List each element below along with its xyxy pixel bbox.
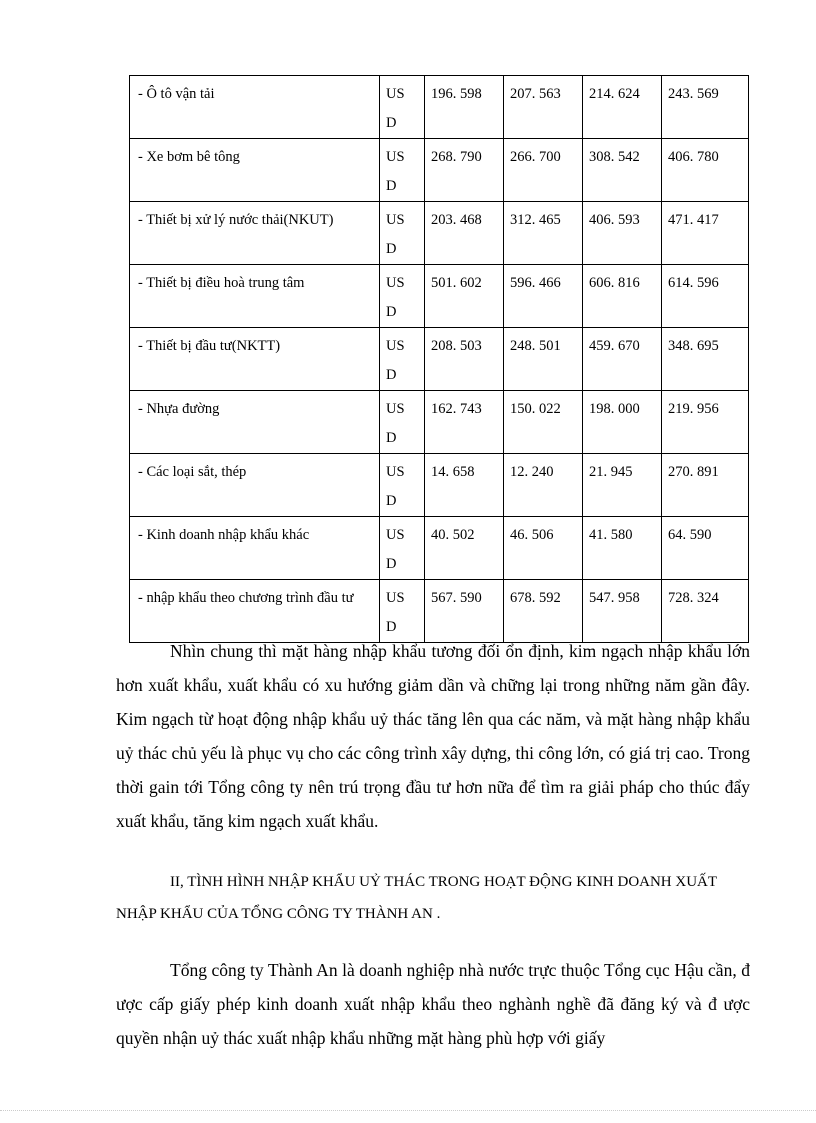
section-heading-text: II, TÌNH HÌNH NHẬP KHẨU UỶ THÁC TRONG HOẠT ĐỘNG KINH DOANH XUẤT NHẬP KHẨU CỦA TỔNG CÔNG TY THÀNH AN . xyxy=(116,874,717,922)
company-paragraph xyxy=(116,953,750,1055)
section-heading xyxy=(116,866,756,930)
value-cell: 208. 503 xyxy=(425,328,504,391)
summary-paragraph-text: Nhìn chung thì mặt hàng nhập khẩu tương đối ổn định, kim ngạch nhập khẩu lớn hơn xuất khẩu, xuất khẩu có xu hướng giảm dần và chững lại trong những năm gần đây. Kim ngạch từ hoạt động nhập khẩu uỷ thác tăng lên qua các năm, và mặt hàng nhập khẩu uỷ thác chủ yếu là phục vụ cho các công trình xây dựng, thi công lớn, có giá trị cao. Trong thời gain tới Tổng công ty nên trú trọng đầu tư hơn nữa để tìm ra giải pháp cho thúc đẩy xuất khẩu, tăng kim ngạch xuất khẩu. xyxy=(116,641,750,831)
table-row xyxy=(130,328,749,391)
value-cell: 203. 468 xyxy=(425,202,504,265)
value-cell: 459. 670 xyxy=(583,328,662,391)
item-cell: - Xe bơm bê tông xyxy=(130,139,380,202)
table-row xyxy=(130,391,749,454)
unit-cell: USD xyxy=(380,139,425,202)
summary-paragraph xyxy=(116,634,750,838)
item-cell: - Ô tô vận tải xyxy=(130,76,380,139)
item-cell: - Thiết bị xử lý nước thải(NKUT) xyxy=(130,202,380,265)
value-cell: 198. 000 xyxy=(583,391,662,454)
table-row xyxy=(130,517,749,580)
value-cell: 268. 790 xyxy=(425,139,504,202)
value-cell: 678. 592 xyxy=(504,580,583,643)
value-cell: 270. 891 xyxy=(662,454,749,517)
value-cell: 243. 569 xyxy=(662,76,749,139)
import-table xyxy=(129,75,749,643)
unit-cell: USD xyxy=(380,517,425,580)
table-row xyxy=(130,76,749,139)
table-row xyxy=(130,139,749,202)
value-cell: 567. 590 xyxy=(425,580,504,643)
item-cell: - Thiết bị đầu tư(NKTT) xyxy=(130,328,380,391)
value-cell: 606. 816 xyxy=(583,265,662,328)
unit-cell: USD xyxy=(380,454,425,517)
value-cell: 41. 580 xyxy=(583,517,662,580)
value-cell: 196. 598 xyxy=(425,76,504,139)
unit-cell: USD xyxy=(380,328,425,391)
value-cell: 614. 596 xyxy=(662,265,749,328)
value-cell: 12. 240 xyxy=(504,454,583,517)
table-row xyxy=(130,454,749,517)
company-paragraph-text: Tổng công ty Thành An là doanh nghiệp nhà nước trực thuộc Tổng cục Hậu cần, đ ược cấp giấy phép kinh doanh xuất nhập khẩu theo nghành nghề đã đăng ký và đ ược quyền nhận uỷ thác xuất nhập khẩu những mặt hàng phù hợp với giấy xyxy=(116,960,750,1048)
value-cell: 308. 542 xyxy=(583,139,662,202)
value-cell: 471. 417 xyxy=(662,202,749,265)
unit-cell: USD xyxy=(380,580,425,643)
unit-cell: USD xyxy=(380,76,425,139)
unit-cell: USD xyxy=(380,265,425,328)
unit-cell: USD xyxy=(380,202,425,265)
page-bottom-rule xyxy=(0,1110,816,1111)
value-cell: 248. 501 xyxy=(504,328,583,391)
unit-cell: USD xyxy=(380,391,425,454)
value-cell: 150. 022 xyxy=(504,391,583,454)
value-cell: 348. 695 xyxy=(662,328,749,391)
value-cell: 547. 958 xyxy=(583,580,662,643)
item-cell: - Các loại sắt, thép xyxy=(130,454,380,517)
value-cell: 207. 563 xyxy=(504,76,583,139)
table-row xyxy=(130,202,749,265)
value-cell: 46. 506 xyxy=(504,517,583,580)
value-cell: 266. 700 xyxy=(504,139,583,202)
item-cell: - Thiết bị điều hoà trung tâm xyxy=(130,265,380,328)
table-row xyxy=(130,265,749,328)
value-cell: 501. 602 xyxy=(425,265,504,328)
value-cell: 64. 590 xyxy=(662,517,749,580)
value-cell: 219. 956 xyxy=(662,391,749,454)
item-cell: - nhập khẩu theo chương trình đầu tư xyxy=(130,580,380,643)
value-cell: 406. 593 xyxy=(583,202,662,265)
value-cell: 162. 743 xyxy=(425,391,504,454)
value-cell: 406. 780 xyxy=(662,139,749,202)
value-cell: 728. 324 xyxy=(662,580,749,643)
value-cell: 596. 466 xyxy=(504,265,583,328)
item-cell: - Nhựa đường xyxy=(130,391,380,454)
value-cell: 21. 945 xyxy=(583,454,662,517)
value-cell: 40. 502 xyxy=(425,517,504,580)
value-cell: 312. 465 xyxy=(504,202,583,265)
value-cell: 14. 658 xyxy=(425,454,504,517)
item-cell: - Kinh doanh nhập khẩu khác xyxy=(130,517,380,580)
value-cell: 214. 624 xyxy=(583,76,662,139)
